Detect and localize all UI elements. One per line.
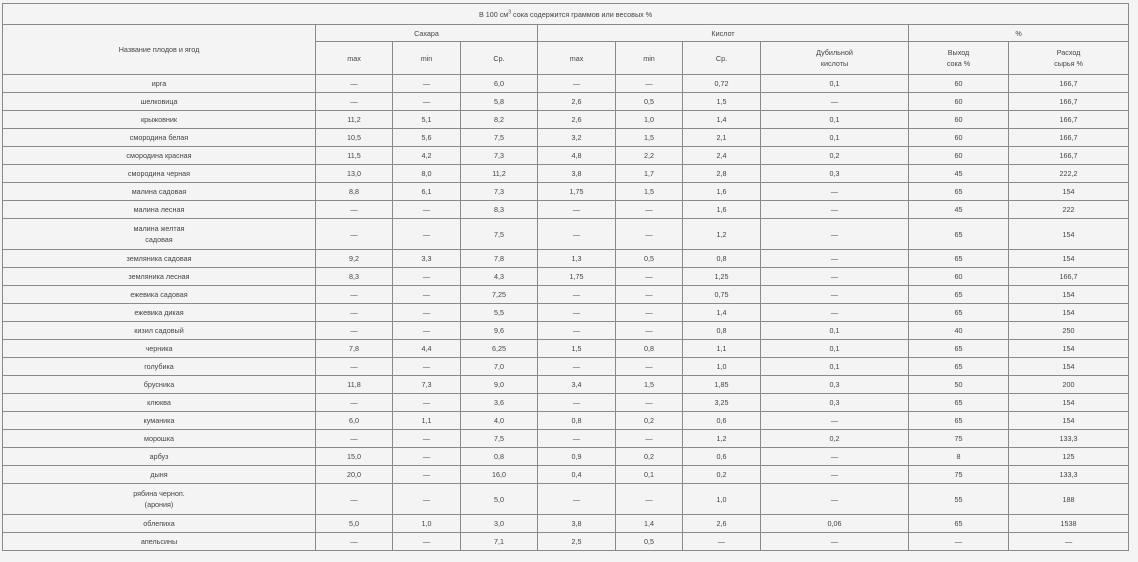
cell-juice-yield: 65: [909, 250, 1009, 268]
cell-sugar-avg: 7,0: [461, 358, 538, 376]
cell-fruit-name: ежевика садовая: [3, 286, 316, 304]
cell-acid-avg: 0,8: [683, 322, 761, 340]
cell-sugar-avg: 8,3: [461, 201, 538, 219]
cell-acid-avg: —: [683, 533, 761, 551]
cell-acid-avg: 1,4: [683, 111, 761, 129]
cell-sugar-max: —: [316, 219, 393, 250]
cell-tannic-acid: 0,1: [761, 129, 909, 147]
cell-acid-max: —: [538, 304, 616, 322]
cell-acid-max: 2,6: [538, 93, 616, 111]
cell-sugar-min: 4,4: [393, 340, 461, 358]
cell-juice-yield: 75: [909, 466, 1009, 484]
cell-sugar-min: —: [393, 484, 461, 515]
header-sugar: Сахара: [316, 25, 538, 42]
cell-juice-yield: 60: [909, 268, 1009, 286]
table-row: [3, 165, 1129, 183]
cell-acid-max: —: [538, 394, 616, 412]
cell-sugar-min: 4,2: [393, 147, 461, 165]
cell-acid-min: —: [616, 304, 683, 322]
cell-acid-avg: 1,5: [683, 93, 761, 111]
cell-sugar-min: —: [393, 93, 461, 111]
cell-sugar-max: —: [316, 322, 393, 340]
cell-fruit-name: дыня: [3, 466, 316, 484]
cell-sugar-max: —: [316, 394, 393, 412]
table-row: [3, 129, 1129, 147]
cell-juice-yield: 60: [909, 111, 1009, 129]
juice-composition-table-container: [2, 3, 1128, 551]
table-row: [3, 515, 1129, 533]
cell-juice-yield: 65: [909, 304, 1009, 322]
cell-raw-consumption: 154: [1009, 304, 1129, 322]
cell-sugar-min: 8,0: [393, 165, 461, 183]
table-row: [3, 358, 1129, 376]
cell-sugar-min: 1,1: [393, 412, 461, 430]
cell-raw-consumption: 166,7: [1009, 111, 1129, 129]
cell-fruit-name: смородина белая: [3, 129, 316, 147]
cell-raw-consumption: 154: [1009, 219, 1129, 250]
cell-acid-min: —: [616, 75, 683, 93]
cell-acid-max: —: [538, 201, 616, 219]
cell-fruit-name: шелковица: [3, 93, 316, 111]
cell-sugar-avg: 7,5: [461, 129, 538, 147]
cell-sugar-min: —: [393, 466, 461, 484]
cell-fruit-name: кизил садовый: [3, 322, 316, 340]
cell-fruit-name: ирга: [3, 75, 316, 93]
cell-acid-min: 1,5: [616, 376, 683, 394]
cell-acid-avg: 0,75: [683, 286, 761, 304]
cell-tannic-acid: —: [761, 93, 909, 111]
cell-fruit-name: морошка: [3, 430, 316, 448]
table-row: [3, 268, 1129, 286]
cell-sugar-max: —: [316, 304, 393, 322]
cell-acid-avg: 2,8: [683, 165, 761, 183]
table-row: [3, 466, 1129, 484]
cell-fruit-name: смородина черная: [3, 165, 316, 183]
cell-sugar-min: —: [393, 533, 461, 551]
cell-fruit-name: арбуз: [3, 448, 316, 466]
cell-fruit-name: малина садовая: [3, 183, 316, 201]
cell-tannic-acid: —: [761, 412, 909, 430]
cell-raw-consumption: 1538: [1009, 515, 1129, 533]
table-row: [3, 322, 1129, 340]
cell-acid-max: 2,5: [538, 533, 616, 551]
cell-sugar-max: 8,8: [316, 183, 393, 201]
cell-acid-max: 0,8: [538, 412, 616, 430]
cell-tannic-acid: —: [761, 201, 909, 219]
cell-acid-max: 1,3: [538, 250, 616, 268]
cell-fruit-name: крыжовник: [3, 111, 316, 129]
cell-fruit-name: куманика: [3, 412, 316, 430]
cell-raw-consumption: 250: [1009, 322, 1129, 340]
cell-acid-max: 0,4: [538, 466, 616, 484]
cell-juice-yield: 60: [909, 93, 1009, 111]
cell-acid-avg: 1,1: [683, 340, 761, 358]
cell-acid-min: 0,1: [616, 466, 683, 484]
table-row: [3, 250, 1129, 268]
cell-fruit-name: брусника: [3, 376, 316, 394]
cell-sugar-max: —: [316, 358, 393, 376]
cell-tannic-acid: 0,06: [761, 515, 909, 533]
cell-acid-max: —: [538, 219, 616, 250]
cell-sugar-min: 1,0: [393, 515, 461, 533]
cell-tannic-acid: —: [761, 448, 909, 466]
cell-sugar-max: 6,0: [316, 412, 393, 430]
cell-fruit-name: облепиха: [3, 515, 316, 533]
cell-acid-max: —: [538, 322, 616, 340]
table-row: [3, 430, 1129, 448]
cell-acid-avg: 1,6: [683, 201, 761, 219]
cell-sugar-avg: 7,8: [461, 250, 538, 268]
cell-sugar-avg: 8,2: [461, 111, 538, 129]
cell-acid-min: 0,5: [616, 93, 683, 111]
cell-sugar-avg: 7,25: [461, 286, 538, 304]
cell-raw-consumption: 154: [1009, 412, 1129, 430]
cell-raw-consumption: 166,7: [1009, 147, 1129, 165]
cell-sugar-avg: 7,3: [461, 183, 538, 201]
cell-fruit-name: ежевика дикая: [3, 304, 316, 322]
cell-juice-yield: 45: [909, 165, 1009, 183]
cell-fruit-name: клюква: [3, 394, 316, 412]
cell-sugar-avg: 7,3: [461, 147, 538, 165]
cell-acid-avg: 0,6: [683, 448, 761, 466]
cell-sugar-avg: 5,8: [461, 93, 538, 111]
header-acid-max: max: [538, 42, 616, 75]
cell-tannic-acid: 0,3: [761, 394, 909, 412]
cell-acid-avg: 2,6: [683, 515, 761, 533]
cell-sugar-max: —: [316, 286, 393, 304]
header-sugar-max: max: [316, 42, 393, 75]
cell-tannic-acid: 0,1: [761, 322, 909, 340]
table-row: [3, 147, 1129, 165]
cell-acid-avg: 0,8: [683, 250, 761, 268]
cell-acid-avg: 1,2: [683, 219, 761, 250]
table-body: [3, 75, 1129, 551]
cell-acid-min: 2,2: [616, 147, 683, 165]
cell-sugar-max: —: [316, 533, 393, 551]
cell-raw-consumption: 188: [1009, 484, 1129, 515]
cell-acid-max: 3,2: [538, 129, 616, 147]
table-row: [3, 412, 1129, 430]
cell-sugar-min: —: [393, 268, 461, 286]
cell-juice-yield: 65: [909, 219, 1009, 250]
cell-sugar-max: 7,8: [316, 340, 393, 358]
cell-sugar-avg: 9,6: [461, 322, 538, 340]
cell-raw-consumption: 166,7: [1009, 129, 1129, 147]
cell-tannic-acid: 0,1: [761, 75, 909, 93]
cell-raw-consumption: 200: [1009, 376, 1129, 394]
cell-sugar-avg: 7,5: [461, 430, 538, 448]
cell-sugar-min: —: [393, 304, 461, 322]
cell-sugar-avg: 16,0: [461, 466, 538, 484]
table-row: [3, 484, 1129, 515]
cell-fruit-name: черника: [3, 340, 316, 358]
cell-raw-consumption: 154: [1009, 286, 1129, 304]
cell-raw-consumption: 133,3: [1009, 430, 1129, 448]
cell-raw-consumption: 154: [1009, 183, 1129, 201]
cell-raw-consumption: 222: [1009, 201, 1129, 219]
cell-acid-max: —: [538, 484, 616, 515]
cell-raw-consumption: 222,2: [1009, 165, 1129, 183]
cell-sugar-min: 6,1: [393, 183, 461, 201]
cell-tannic-acid: 0,2: [761, 430, 909, 448]
cell-sugar-max: —: [316, 75, 393, 93]
cell-raw-consumption: 125: [1009, 448, 1129, 466]
cell-sugar-min: —: [393, 201, 461, 219]
cell-acid-min: 0,2: [616, 412, 683, 430]
cell-juice-yield: 65: [909, 515, 1009, 533]
cell-sugar-min: —: [393, 448, 461, 466]
table-row: [3, 448, 1129, 466]
cell-sugar-min: —: [393, 430, 461, 448]
cell-tannic-acid: —: [761, 219, 909, 250]
cell-juice-yield: 65: [909, 286, 1009, 304]
cell-fruit-name: малина желтая садовая: [3, 219, 316, 250]
cell-acid-min: 0,5: [616, 533, 683, 551]
cell-acid-max: 0,9: [538, 448, 616, 466]
cell-tannic-acid: —: [761, 250, 909, 268]
table-row: [3, 304, 1129, 322]
cell-sugar-min: —: [393, 219, 461, 250]
cell-acid-min: —: [616, 394, 683, 412]
table-row: [3, 219, 1129, 250]
cell-acid-avg: 1,4: [683, 304, 761, 322]
cell-acid-avg: 1,2: [683, 430, 761, 448]
cell-sugar-max: —: [316, 93, 393, 111]
cell-sugar-max: 10,5: [316, 129, 393, 147]
cell-acid-min: 1,0: [616, 111, 683, 129]
cell-sugar-max: 8,3: [316, 268, 393, 286]
cell-sugar-avg: 4,0: [461, 412, 538, 430]
cell-tannic-acid: 0,3: [761, 376, 909, 394]
cell-acid-avg: 1,0: [683, 358, 761, 376]
cell-acid-max: 1,75: [538, 183, 616, 201]
header-acid-avg: Ср.: [683, 42, 761, 75]
cell-juice-yield: 50: [909, 376, 1009, 394]
cell-juice-yield: 60: [909, 129, 1009, 147]
cell-tannic-acid: —: [761, 533, 909, 551]
cell-sugar-avg: 7,5: [461, 219, 538, 250]
cell-tannic-acid: —: [761, 466, 909, 484]
header-acid-min: min: [616, 42, 683, 75]
cell-fruit-name: голубика: [3, 358, 316, 376]
cell-sugar-avg: 6,0: [461, 75, 538, 93]
cell-sugar-avg: 0,8: [461, 448, 538, 466]
table-row: [3, 533, 1129, 551]
cell-acid-max: 4,8: [538, 147, 616, 165]
table-row: [3, 376, 1129, 394]
cell-acid-max: —: [538, 430, 616, 448]
cell-tannic-acid: 0,2: [761, 147, 909, 165]
cell-sugar-max: —: [316, 430, 393, 448]
cell-sugar-max: 11,5: [316, 147, 393, 165]
cell-acid-min: —: [616, 484, 683, 515]
cell-tannic-acid: —: [761, 286, 909, 304]
cell-juice-yield: 60: [909, 75, 1009, 93]
cell-sugar-min: —: [393, 322, 461, 340]
cell-raw-consumption: 166,7: [1009, 93, 1129, 111]
cell-sugar-avg: 4,3: [461, 268, 538, 286]
cell-juice-yield: 60: [909, 147, 1009, 165]
table-row: [3, 75, 1129, 93]
cell-acid-avg: 3,25: [683, 394, 761, 412]
cell-sugar-avg: 9,0: [461, 376, 538, 394]
cell-acid-min: 1,5: [616, 183, 683, 201]
cell-acid-avg: 2,4: [683, 147, 761, 165]
cell-juice-yield: 65: [909, 412, 1009, 430]
cell-sugar-max: —: [316, 201, 393, 219]
cell-acid-max: —: [538, 75, 616, 93]
table-row: [3, 286, 1129, 304]
cell-juice-yield: 65: [909, 358, 1009, 376]
header-raw-consumption: Расход сырья %: [1009, 42, 1129, 75]
header-sugar-avg: Ср.: [461, 42, 538, 75]
cell-tannic-acid: 0,1: [761, 111, 909, 129]
cell-acid-min: 1,7: [616, 165, 683, 183]
cell-tannic-acid: —: [761, 304, 909, 322]
cell-acid-max: 3,4: [538, 376, 616, 394]
cell-tannic-acid: 0,1: [761, 358, 909, 376]
cell-acid-max: 3,8: [538, 515, 616, 533]
cell-juice-yield: 55: [909, 484, 1009, 515]
cell-sugar-min: 5,6: [393, 129, 461, 147]
cell-acid-max: 1,5: [538, 340, 616, 358]
cell-acid-avg: 1,85: [683, 376, 761, 394]
cell-raw-consumption: 133,3: [1009, 466, 1129, 484]
cell-juice-yield: 8: [909, 448, 1009, 466]
cell-acid-avg: 1,0: [683, 484, 761, 515]
cell-sugar-max: 9,2: [316, 250, 393, 268]
cell-acid-max: —: [538, 286, 616, 304]
cell-sugar-min: —: [393, 358, 461, 376]
header-juice-yield: Выход сока %: [909, 42, 1009, 75]
table-row: [3, 111, 1129, 129]
cell-acid-min: —: [616, 201, 683, 219]
cell-acid-min: —: [616, 268, 683, 286]
cell-sugar-min: —: [393, 394, 461, 412]
cell-sugar-avg: 5,5: [461, 304, 538, 322]
cell-raw-consumption: —: [1009, 533, 1129, 551]
cell-raw-consumption: 154: [1009, 358, 1129, 376]
cell-tannic-acid: —: [761, 183, 909, 201]
cell-sugar-avg: 3,6: [461, 394, 538, 412]
cell-juice-yield: 65: [909, 340, 1009, 358]
cell-acid-max: 3,8: [538, 165, 616, 183]
cell-juice-yield: 65: [909, 394, 1009, 412]
table-row: [3, 93, 1129, 111]
table-title: В 100 $см^3$ сока содержится граммов или весовых %: [3, 4, 1129, 25]
cell-juice-yield: —: [909, 533, 1009, 551]
cell-sugar-max: 11,8: [316, 376, 393, 394]
cell-acid-min: —: [616, 322, 683, 340]
cell-juice-yield: 45: [909, 201, 1009, 219]
cell-acid-min: 0,8: [616, 340, 683, 358]
cell-sugar-max: 5,0: [316, 515, 393, 533]
cell-sugar-avg: 3,0: [461, 515, 538, 533]
table-row: [3, 340, 1129, 358]
cell-fruit-name: малина лесная: [3, 201, 316, 219]
cell-sugar-avg: 6,25: [461, 340, 538, 358]
cell-acid-avg: 1,25: [683, 268, 761, 286]
cell-fruit-name: рябина черноп. (арония): [3, 484, 316, 515]
cell-acid-avg: 2,1: [683, 129, 761, 147]
cell-acid-min: —: [616, 219, 683, 250]
cell-acid-min: 0,2: [616, 448, 683, 466]
header-acid: Кислот: [538, 25, 909, 42]
table-row: [3, 183, 1129, 201]
cell-fruit-name: земляника лесная: [3, 268, 316, 286]
cell-tannic-acid: 0,3: [761, 165, 909, 183]
cell-raw-consumption: 166,7: [1009, 268, 1129, 286]
cell-acid-max: —: [538, 358, 616, 376]
cell-fruit-name: апельсины: [3, 533, 316, 551]
cell-sugar-min: 3,3: [393, 250, 461, 268]
cell-raw-consumption: 154: [1009, 394, 1129, 412]
table-row: [3, 201, 1129, 219]
cell-sugar-avg: 5,0: [461, 484, 538, 515]
header-name: Название плодов и ягод: [3, 25, 316, 75]
header-tannic-acid: Дубильной кислоты: [761, 42, 909, 75]
cell-sugar-avg: 11,2: [461, 165, 538, 183]
cell-acid-min: —: [616, 358, 683, 376]
cell-acid-min: —: [616, 430, 683, 448]
cell-sugar-max: 11,2: [316, 111, 393, 129]
header-sugar-min: min: [393, 42, 461, 75]
cell-acid-min: —: [616, 286, 683, 304]
cell-sugar-max: —: [316, 484, 393, 515]
cell-acid-min: 0,5: [616, 250, 683, 268]
cell-tannic-acid: —: [761, 268, 909, 286]
cell-sugar-min: 5,1: [393, 111, 461, 129]
cell-acid-avg: 0,72: [683, 75, 761, 93]
table-row: [3, 394, 1129, 412]
cell-raw-consumption: 154: [1009, 250, 1129, 268]
cell-sugar-min: —: [393, 286, 461, 304]
juice-composition-table: [2, 3, 1129, 551]
cell-sugar-min: —: [393, 75, 461, 93]
cell-juice-yield: 75: [909, 430, 1009, 448]
cell-fruit-name: земляника садовая: [3, 250, 316, 268]
cell-sugar-max: 20,0: [316, 466, 393, 484]
cell-raw-consumption: 166,7: [1009, 75, 1129, 93]
cell-sugar-min: 7,3: [393, 376, 461, 394]
cell-tannic-acid: —: [761, 484, 909, 515]
cell-juice-yield: 65: [909, 183, 1009, 201]
cell-acid-avg: 1,6: [683, 183, 761, 201]
cell-juice-yield: 40: [909, 322, 1009, 340]
cell-raw-consumption: 154: [1009, 340, 1129, 358]
header-percent: %: [909, 25, 1129, 42]
cell-acid-min: 1,4: [616, 515, 683, 533]
cell-sugar-avg: 7,1: [461, 533, 538, 551]
cell-tannic-acid: 0,1: [761, 340, 909, 358]
cell-acid-avg: 0,6: [683, 412, 761, 430]
cell-acid-avg: 0,2: [683, 466, 761, 484]
cell-sugar-max: 15,0: [316, 448, 393, 466]
cell-acid-max: 1,75: [538, 268, 616, 286]
cell-acid-max: 2,6: [538, 111, 616, 129]
cell-sugar-max: 13,0: [316, 165, 393, 183]
cell-acid-min: 1,5: [616, 129, 683, 147]
cell-fruit-name: смородина красная: [3, 147, 316, 165]
